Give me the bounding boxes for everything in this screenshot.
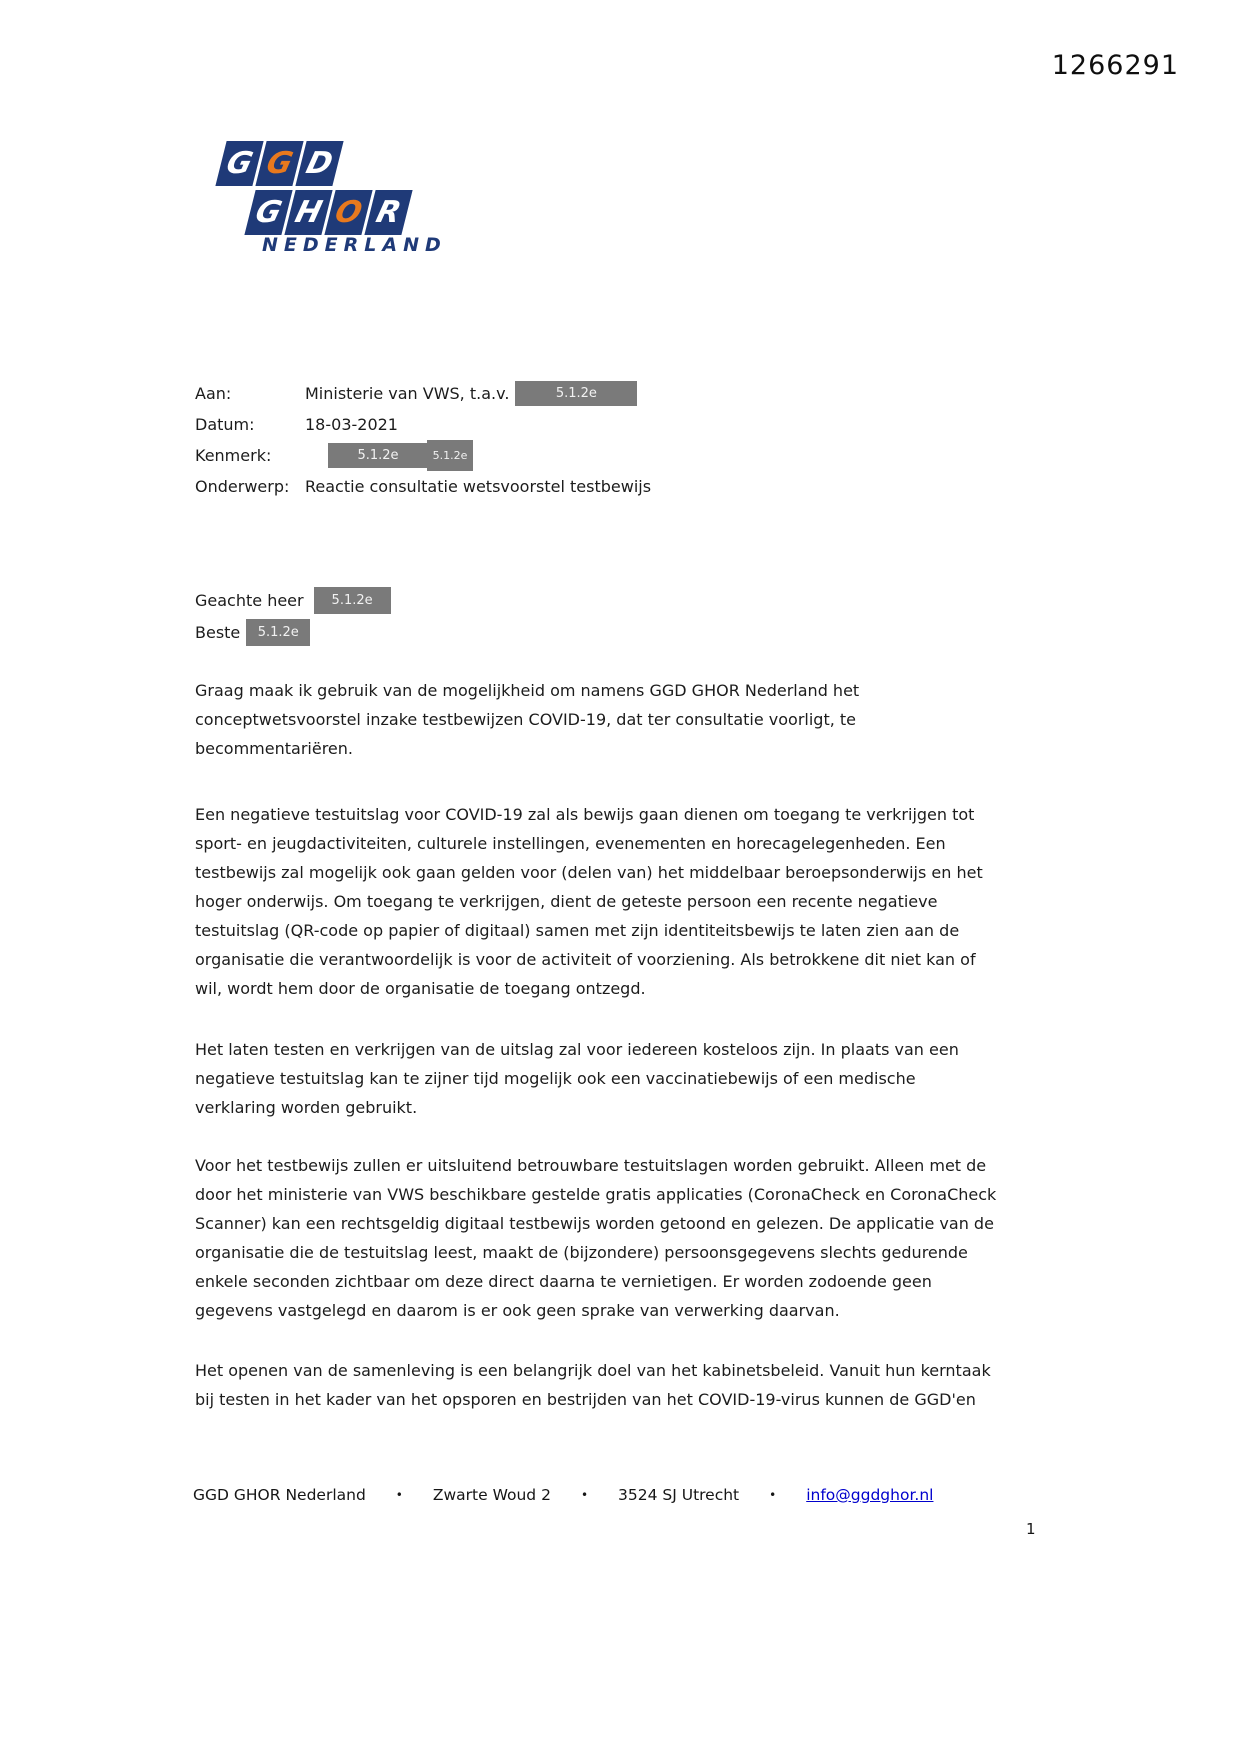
bullet-separator: • xyxy=(395,1488,403,1502)
logo-letter: G xyxy=(222,146,257,181)
paragraph-line: Scanner) kan een rechtsgeldig digitaal testbewijs worden getoond en gelezen. De applicatie van de xyxy=(195,1214,994,1233)
paragraph-line: hoger onderwijs. Om toegang te verkrijgen, dient de geteste persoon een recente negatieve xyxy=(195,892,938,911)
logo-row-ggd xyxy=(221,141,341,186)
paragraph-line: testbewijs zal mogelijk ook gaan gelden voor (delen van) het middelbaar beroepsonderwijs en het xyxy=(195,863,983,882)
redaction-box: 5.1.2e xyxy=(515,381,637,406)
page-number: 1 xyxy=(1026,1520,1036,1538)
logo-tile xyxy=(295,141,343,186)
logo-letter: D xyxy=(302,146,337,181)
footer-address: Zwarte Woud 2 xyxy=(432,1486,551,1504)
paragraph-line: becommentariëren. xyxy=(195,739,353,758)
datum-value: 18-03-2021 xyxy=(305,415,398,434)
letter-footer xyxy=(193,1486,933,1504)
meta-row-onderwerp xyxy=(195,471,651,502)
aan-label: Aan: xyxy=(195,384,232,403)
aan-value-text: Ministerie van VWS, t.a.v. xyxy=(305,384,510,403)
logo-subtitle: NEDERLAND xyxy=(262,234,447,256)
paragraph-line: Een negatieve testuitslag voor COVID-19 zal als bewijs gaan dienen om toegang te verkrijgen tot xyxy=(195,805,975,824)
paragraph-line: bij testen in het kader van het opsporen en bestrijden van het COVID-19-virus kunnen de GGD'en xyxy=(195,1390,976,1409)
bullet-separator: • xyxy=(769,1488,777,1502)
meta-row-kenmerk xyxy=(195,440,651,471)
footer-email-link[interactable]: info@ggdghor.nl xyxy=(806,1486,934,1504)
logo-letter: R xyxy=(372,195,405,230)
aan-value xyxy=(305,381,637,406)
paragraph-line: verklaring worden gebruikt. xyxy=(195,1098,418,1117)
datum-label: Datum: xyxy=(195,415,255,434)
footer-city: 3524 SJ Utrecht xyxy=(618,1486,740,1504)
paragraph-line: gegevens vastgelegd en daarom is er ook geen sprake van verwerking daarvan. xyxy=(195,1301,840,1320)
paragraph-line: wil, wordt hem door de organisatie de toegang ontzegd. xyxy=(195,979,646,998)
logo-tile xyxy=(364,190,412,235)
logo-letter: G xyxy=(262,146,297,181)
paragraph-line: sport- en jeugdactiviteiten, culturele instellingen, evenementen en horecagelegenheden. Een xyxy=(195,834,946,853)
bullet-separator: • xyxy=(580,1488,589,1502)
paragraph-line: enkele seconden zichtbaar om deze direct daarna te vernietigen. Er worden zodoende geen xyxy=(195,1272,932,1291)
onderwerp-value: Reactie consultatie wetsvoorstel testbewijs xyxy=(305,477,652,496)
redaction-box: 5.1.2e xyxy=(246,619,310,646)
paragraph xyxy=(195,1356,1095,1414)
paragraph-line: negatieve testuitslag kan te zijner tijd mogelijk ook een vaccinatiebewijs of een medische xyxy=(195,1069,916,1088)
document-number: 1266291 xyxy=(1051,50,1179,81)
greeting-line-1 xyxy=(195,584,391,616)
paragraph xyxy=(195,676,1095,763)
logo-letter: O xyxy=(331,195,366,230)
paragraph-line: Voor het testbewijs zullen er uitsluitend betrouwbare testuitslagen worden gebruikt. Alleen met de xyxy=(195,1156,987,1175)
redaction-box: 5.1.2e xyxy=(427,440,473,471)
paragraph-line: conceptwetsvoorstel inzake testbewijzen COVID-19, dat ter consultatie voorligt, te xyxy=(195,710,857,729)
paragraph-line: Het openen van de samenleving is een belangrijk doel van het kabinetsbeleid. Vanuit hun kerntaak xyxy=(195,1361,991,1380)
paragraph xyxy=(195,1035,1095,1122)
paragraph-line: Het laten testen en verkrijgen van de uitslag zal voor iedereen kosteloos zijn. In plaats van een xyxy=(195,1040,959,1059)
kenmerk-value xyxy=(305,440,473,471)
redaction-box: 5.1.2e xyxy=(314,587,391,614)
paragraph-line: organisatie die verantwoordelijk is voor de activiteit of voorziening. Als betrokkene dit niet kan of xyxy=(195,950,976,969)
greeting-text: Beste xyxy=(195,622,241,642)
kenmerk-label: Kenmerk: xyxy=(195,446,272,465)
paragraph xyxy=(195,1151,1095,1325)
paragraph-line: Graag maak ik gebruik van de mogelijkheid om namens GGD GHOR Nederland het xyxy=(195,681,860,700)
greeting-line-2 xyxy=(195,616,391,648)
paragraph xyxy=(195,800,1095,1003)
logo-letter: H xyxy=(291,195,326,230)
paragraph-line: organisatie die de testuitslag leest, maakt de (bijzondere) persoonsgegevens slechts gedurende xyxy=(195,1243,968,1262)
paragraph-line: door het ministerie van VWS beschikbare gestelde gratis applicaties (CoronaCheck en CoronaCheck xyxy=(195,1185,997,1204)
onderwerp-label: Onderwerp: xyxy=(195,477,290,496)
logo-row-ghor xyxy=(250,190,410,235)
greeting xyxy=(195,584,391,648)
paragraph-line: testuitslag (QR-code op papier of digitaal) samen met zijn identiteitsbewijs te laten zien aan de xyxy=(195,921,960,940)
greeting-text: Geachte heer xyxy=(195,590,304,610)
redaction-box: 5.1.2e xyxy=(328,443,428,468)
footer-org: GGD GHOR Nederland xyxy=(193,1486,366,1504)
meta-row-aan xyxy=(195,378,651,409)
letter-meta xyxy=(195,378,651,502)
logo-letter: G xyxy=(251,195,286,230)
meta-row-datum xyxy=(195,409,651,440)
